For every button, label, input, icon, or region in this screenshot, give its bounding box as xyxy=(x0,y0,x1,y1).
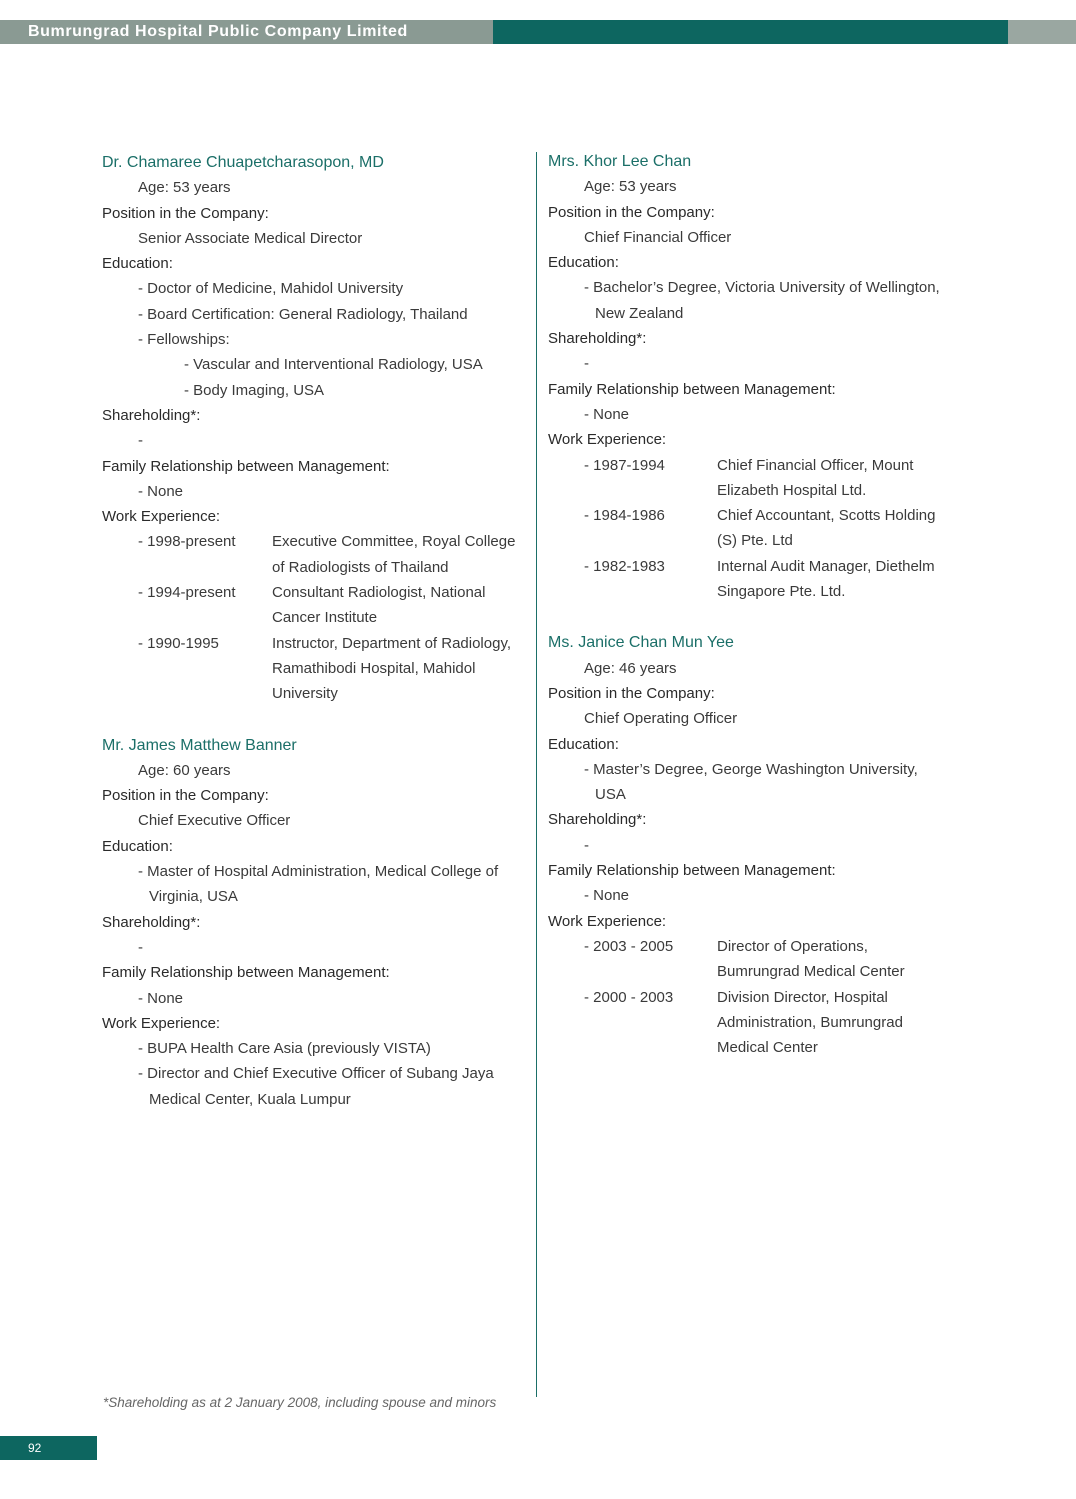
shareholding-label: Shareholding*: xyxy=(548,330,647,348)
shareholding-value: - xyxy=(584,355,589,373)
education-label: Education: xyxy=(102,837,173,855)
work-desc: Chief Accountant, Scotts Holding (S) Pte. Ltd xyxy=(717,507,936,550)
education-item: - Master of Hospital Administration, Medical College of Virginia, USA xyxy=(138,863,499,906)
profile-james xyxy=(102,733,522,1112)
work-years: - 1982-1983 xyxy=(584,557,665,575)
family-value: - None xyxy=(584,405,630,423)
position-label: Position in the Company: xyxy=(548,684,715,702)
work-years: - 2003 - 2005 xyxy=(584,937,674,955)
education-item: - Master’s Degree, George Washington University, USA xyxy=(584,760,918,804)
education-item: - Bachelor’s Degree, Victoria University of Wellington, New Zealand xyxy=(584,279,940,322)
work-years: - 1987-1994 xyxy=(584,456,665,474)
header-light-band xyxy=(1008,20,1076,44)
family-value: - None xyxy=(584,887,630,905)
work-years: - 1998-present xyxy=(138,533,236,551)
profile-age: Age: 60 years xyxy=(138,761,231,779)
work-row xyxy=(548,503,948,554)
work-item: - Director and Chief Executive Officer of Subang Jaya Medical Center, Kuala Lumpur xyxy=(138,1065,494,1108)
footnote: *Shareholding as at 2 January 2008, including spouse and minors xyxy=(103,1395,497,1410)
section-gap xyxy=(102,707,522,733)
left-column xyxy=(102,150,522,1112)
profile-age: Age: 53 years xyxy=(138,179,231,197)
family-value: - None xyxy=(138,482,184,500)
shareholding-value: - xyxy=(138,938,143,956)
page-header xyxy=(0,20,1076,44)
profile-janice xyxy=(548,630,948,1060)
position-value: Chief Financial Officer xyxy=(584,228,732,246)
position-label: Position in the Company: xyxy=(102,204,269,222)
work-label: Work Experience: xyxy=(548,431,667,449)
work-years: - 1984-1986 xyxy=(584,507,665,525)
work-desc: Internal Audit Manager, Diethelm Singapore Pte. Ltd. xyxy=(717,557,935,601)
work-desc: Executive Committee, Royal College of Radiologists of Thailand xyxy=(272,533,516,576)
work-row xyxy=(548,985,948,1061)
family-label: Family Relationship between Management: xyxy=(548,380,836,398)
shareholding-value: - xyxy=(138,432,143,450)
position-label: Position in the Company: xyxy=(548,203,715,221)
work-years: - 1994-present xyxy=(138,584,236,602)
work-row xyxy=(102,529,522,580)
shareholding-value: - xyxy=(584,836,589,854)
work-row xyxy=(548,554,948,605)
education-label: Education: xyxy=(548,735,619,753)
profile-age: Age: 53 years xyxy=(584,178,677,196)
work-years: - 1990-1995 xyxy=(138,634,219,652)
position-label: Position in the Company: xyxy=(102,787,269,805)
work-desc: Director of Operations, Bumrungrad Medical Center xyxy=(717,937,905,981)
profile-name: Dr. Chamaree Chuapetcharasopon, MD xyxy=(102,154,384,171)
education-item: - Doctor of Medicine, Mahidol University xyxy=(138,280,404,298)
fellowship-item: - Vascular and Interventional Radiology, USA xyxy=(184,356,483,374)
work-row xyxy=(548,453,948,504)
work-label: Work Experience: xyxy=(102,508,221,526)
right-column xyxy=(548,149,948,1060)
shareholding-label: Shareholding*: xyxy=(102,913,201,931)
work-row xyxy=(548,934,948,985)
position-value: Chief Executive Officer xyxy=(138,812,291,830)
profile-age: Age: 46 years xyxy=(584,659,677,677)
work-desc: Chief Financial Officer, Mount Elizabeth Hospital Ltd. xyxy=(717,456,914,499)
header-teal-band xyxy=(493,20,1008,44)
education-label: Education: xyxy=(548,254,619,272)
profile-name: Mr. James Matthew Banner xyxy=(102,736,297,754)
education-label: Education: xyxy=(102,255,173,273)
fellowship-item: - Body Imaging, USA xyxy=(184,381,325,399)
work-row xyxy=(102,580,522,631)
profile-name: Mrs. Khor Lee Chan xyxy=(548,153,692,170)
work-desc: Consultant Radiologist, National Cancer Institute xyxy=(272,584,486,627)
work-label: Work Experience: xyxy=(548,912,667,930)
work-item: - BUPA Health Care Asia (previously VISTA) xyxy=(138,1040,431,1058)
work-label: Work Experience: xyxy=(102,1014,221,1032)
work-years: - 2000 - 2003 xyxy=(584,988,674,1006)
family-value: - None xyxy=(138,989,184,1007)
profile-khor xyxy=(548,149,948,604)
section-gap xyxy=(548,604,948,630)
education-item: - Board Certification: General Radiology, Thailand xyxy=(138,305,468,323)
page-number: 92 xyxy=(28,1441,42,1455)
header-title: Bumrungrad Hospital Public Company Limited xyxy=(28,23,408,40)
family-label: Family Relationship between Management: xyxy=(102,457,390,475)
profile-name: Ms. Janice Chan Mun Yee xyxy=(548,634,734,652)
shareholding-label: Shareholding*: xyxy=(102,406,201,424)
position-value: Chief Operating Officer xyxy=(584,710,738,728)
family-label: Family Relationship between Management: xyxy=(102,964,390,982)
column-divider xyxy=(536,152,537,1397)
position-value: Senior Associate Medical Director xyxy=(138,229,363,247)
page-number-badge xyxy=(0,1436,97,1460)
shareholding-label: Shareholding*: xyxy=(548,811,647,829)
profile-chamaree xyxy=(102,150,522,707)
work-desc: Instructor, Department of Radiology, Ramathibodi Hospital, Mahidol University xyxy=(272,634,512,703)
family-label: Family Relationship between Management: xyxy=(548,862,836,880)
work-desc: Division Director, Hospital Administration, Bumrungrad Medical Center xyxy=(717,988,903,1057)
work-row xyxy=(102,631,522,707)
education-item: - Fellowships: xyxy=(138,331,230,349)
